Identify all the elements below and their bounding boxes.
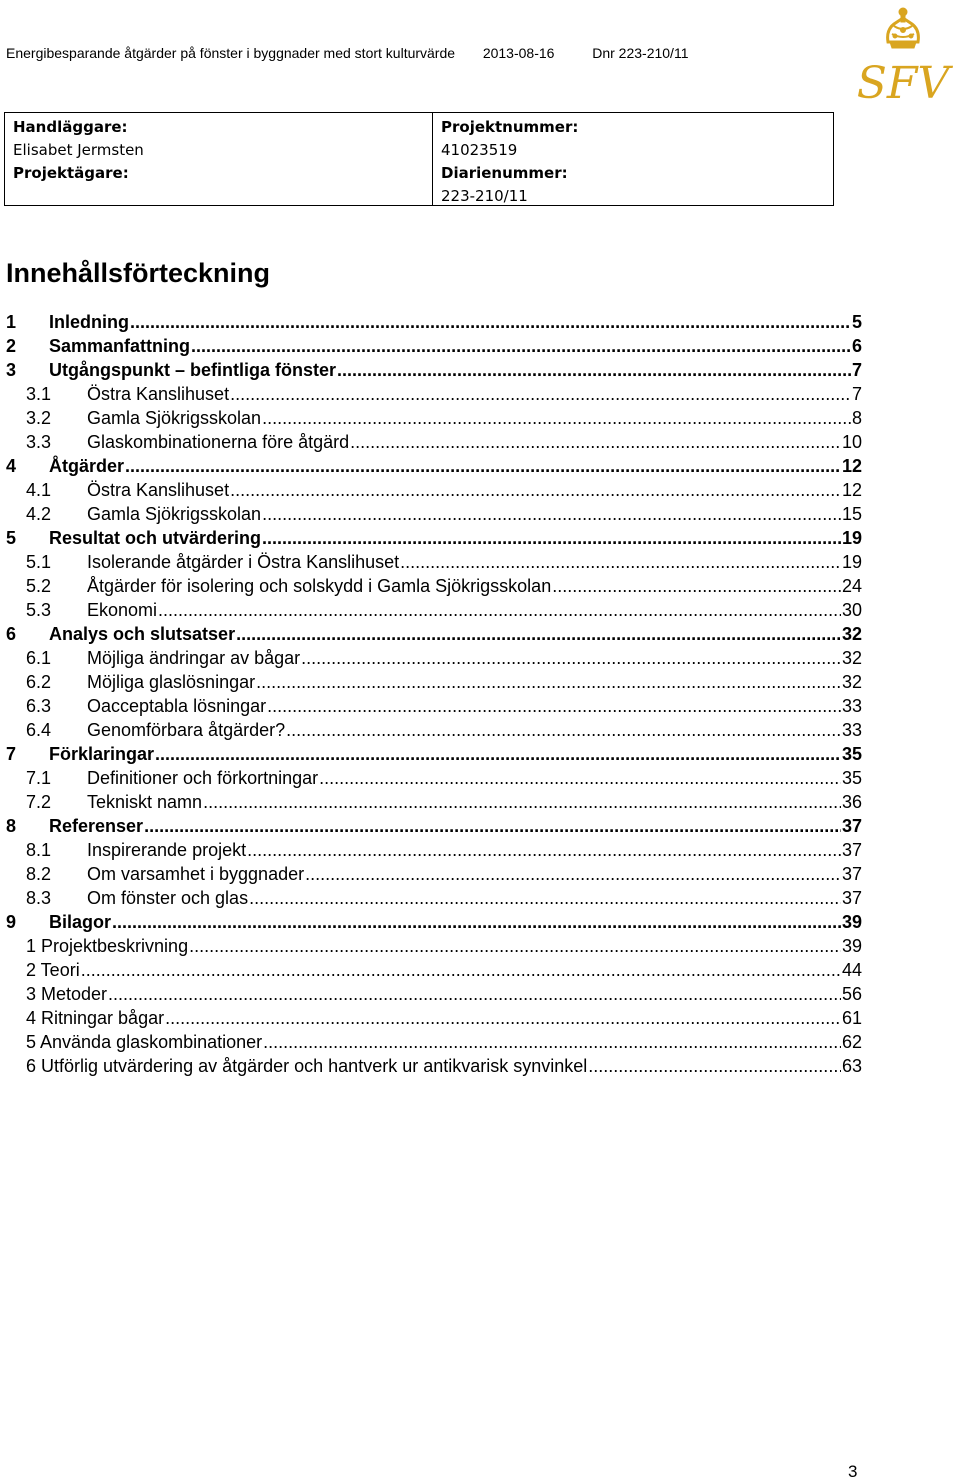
toc-entry-page: 33 (841, 696, 862, 716)
toc-entry-number: 1 (6, 312, 17, 332)
toc-dot-leader (155, 742, 841, 766)
toc-entry-page: 19 (841, 528, 862, 548)
toc-entry-title: Genomförbara åtgärder? (87, 720, 286, 740)
toc-entry-number: 6.1 (26, 648, 52, 668)
toc-entry-number: 8.3 (26, 888, 52, 908)
toc-entry-number: 5.3 (26, 600, 52, 620)
toc-entry-page: 39 (841, 936, 862, 956)
toc-entry-number: 3 (6, 360, 17, 380)
toc-entry[interactable] (0, 550, 862, 574)
toc-entry-page: 37 (841, 864, 862, 884)
toc-dot-leader (552, 574, 841, 598)
toc-entry-title: Östra Kanslihuset (87, 384, 230, 404)
toc-entry-page: 10 (841, 432, 862, 452)
toc-entry-page: 39 (841, 912, 862, 932)
toc-entry-page: 12 (841, 456, 862, 476)
toc-entry-number: 8.2 (26, 864, 52, 884)
toc-heading: Innehållsförteckning (6, 258, 271, 288)
toc-entry-page: 32 (841, 624, 862, 644)
toc-dot-leader (305, 862, 841, 886)
toc-entry[interactable] (0, 406, 862, 430)
toc-entry-title: Definitioner och förkortningar (87, 768, 319, 788)
toc-entry[interactable] (0, 430, 862, 454)
toc-entry-number: 4.2 (26, 504, 52, 524)
toc-entry[interactable] (0, 334, 862, 358)
toc-entry[interactable] (0, 862, 862, 886)
toc-entry-number: 6 (6, 624, 17, 644)
toc-entry-title: 3 Metoder (26, 984, 108, 1004)
toc-entry-page: 62 (841, 1032, 862, 1052)
toc-dot-leader (81, 958, 841, 982)
toc-entry-number: 5 (6, 528, 17, 548)
toc-entry[interactable] (0, 742, 862, 766)
toc-dot-leader (256, 670, 841, 694)
toc-dot-leader (158, 598, 841, 622)
toc-entry-title: Om varsamhet i byggnader (87, 864, 305, 884)
toc-dot-leader (249, 886, 841, 910)
toc-entry-number: 7 (6, 744, 17, 764)
toc-entry-title: Glaskombinationerna före åtgärd (87, 432, 350, 452)
toc-entry-number: 7.2 (26, 792, 52, 812)
toc-entry[interactable] (0, 310, 862, 334)
toc-dot-leader (337, 358, 851, 382)
toc-entry[interactable] (0, 886, 862, 910)
diarienummer-label: Diarienummer: (441, 164, 568, 182)
toc-entry[interactable] (0, 382, 862, 406)
toc-entry-number: 4.1 (26, 480, 52, 500)
toc-entry-number: 5.1 (26, 552, 52, 572)
toc-entry-page: 15 (841, 504, 862, 524)
toc-entry[interactable] (0, 358, 862, 382)
toc-dot-leader (286, 718, 841, 742)
toc-dot-leader (319, 766, 841, 790)
toc-entry-title: 2 Teori (26, 960, 80, 980)
toc-entry-title: 1 Projektbeskrivning (26, 936, 189, 956)
toc-entry-title: Möjliga glaslösningar (87, 672, 256, 692)
toc-entry-page: 24 (841, 576, 862, 596)
toc-entry-number: 8 (6, 816, 17, 836)
toc-dot-leader (350, 430, 841, 454)
toc-entry-number: 6.4 (26, 720, 52, 740)
toc-entry-page: 44 (841, 960, 862, 980)
toc-entry-title: Resultat och utvärdering (49, 528, 262, 548)
toc-entry-title: 6 Utförlig utvärdering av åtgärder och hantverk ur antikvarisk synvinkel (26, 1056, 588, 1076)
toc-entry-page: 33 (841, 720, 862, 740)
diarienummer-value: 223-210/11 (441, 187, 528, 205)
toc-entry-title: Åtgärder för isolering och solskydd i Gamla Sjökrigsskolan (87, 576, 552, 596)
toc-entry-title: Gamla Sjökrigsskolan (87, 504, 262, 524)
toc-entry-page: 35 (841, 768, 862, 788)
toc-entry-number: 3.2 (26, 408, 52, 428)
toc-entry-page: 56 (841, 984, 862, 1004)
toc-entry[interactable] (0, 958, 862, 982)
logo-text: SFV (856, 58, 950, 109)
toc-entry-page: 19 (841, 552, 862, 572)
toc-entry-title: 4 Ritningar bågar (26, 1008, 165, 1028)
toc-entry-page: 6 (851, 336, 862, 356)
toc-entry[interactable] (0, 526, 862, 550)
toc-entry-page: 35 (841, 744, 862, 764)
toc-entry-title: Förklaringar (49, 744, 155, 764)
toc-dot-leader (125, 454, 841, 478)
toc-entry-page: 37 (841, 816, 862, 836)
toc-dot-leader (230, 382, 851, 406)
toc-entry-number: 6.2 (26, 672, 52, 692)
toc-entry[interactable] (0, 790, 862, 814)
toc-entry-number: 7.1 (26, 768, 52, 788)
toc-entry[interactable] (0, 838, 862, 862)
toc-entry-page: 12 (841, 480, 862, 500)
toc-entry-title: Tekniskt namn (87, 792, 203, 812)
toc-entry[interactable] (0, 454, 862, 478)
toc-entry-title: Referenser (49, 816, 144, 836)
toc-dot-leader (236, 622, 841, 646)
toc-dot-leader (230, 478, 841, 502)
toc-entry[interactable] (0, 934, 862, 958)
toc-dot-leader (262, 406, 851, 430)
project-info-box (4, 112, 834, 206)
toc-dot-leader (203, 790, 841, 814)
toc-dot-leader (400, 550, 841, 574)
toc-dot-leader (262, 502, 841, 526)
toc-entry-page: 37 (841, 840, 862, 860)
toc-entry-number: 4 (6, 456, 17, 476)
toc-entry[interactable] (0, 1054, 862, 1078)
toc-entry-number: 9 (6, 912, 17, 932)
toc-entry-title: Ekonomi (87, 600, 158, 620)
toc-entry-title: Analys och slutsatser (49, 624, 236, 644)
toc-entry-page: 36 (841, 792, 862, 812)
toc-entry-title: Sammanfattning (49, 336, 191, 356)
toc-entry-page: 63 (841, 1056, 862, 1076)
toc-entry-number: 5.2 (26, 576, 52, 596)
toc-dot-leader (588, 1054, 841, 1078)
document-header (6, 45, 688, 61)
toc-entry-title: Utgångspunkt – befintliga fönster (49, 360, 337, 380)
toc-entry[interactable] (0, 598, 862, 622)
toc-entry[interactable] (0, 478, 862, 502)
toc-entry-number: 3.3 (26, 432, 52, 452)
toc-entry[interactable] (0, 814, 862, 838)
toc-entry-page: 5 (851, 312, 862, 332)
handlaggare-value: Elisabet Jermsten (13, 141, 144, 159)
toc-entry-number: 2 (6, 336, 17, 356)
toc-dot-leader (247, 838, 841, 862)
toc-entry-page: 37 (841, 888, 862, 908)
toc-entry-title: Om fönster och glas (87, 888, 249, 908)
toc-entry-title: Inledning (49, 312, 129, 332)
toc-dot-leader (191, 334, 851, 358)
document-title: Energibesparande åtgärder på fönster i byggnader med stort kulturvärde (6, 45, 456, 61)
toc-entry-title: Möjliga ändringar av bågar (87, 648, 301, 668)
toc-entry[interactable] (0, 982, 862, 1006)
toc-entry-page: 32 (841, 648, 862, 668)
toc-entry[interactable] (0, 502, 862, 526)
toc-entry[interactable] (0, 694, 862, 718)
document-date: 2013-08-16 (482, 45, 555, 61)
toc-entry-page: 30 (841, 600, 862, 620)
toc-entry-title: Inspirerande projekt (87, 840, 247, 860)
toc-entry-title: Östra Kanslihuset (87, 480, 230, 500)
page-number: 3 (848, 1462, 858, 1481)
toc-entry-page: 7 (851, 384, 862, 404)
toc-entry-title: 5 Använda glaskombinationer (26, 1032, 263, 1052)
toc-dot-leader (165, 1006, 841, 1030)
toc-entry[interactable] (0, 1006, 862, 1030)
toc-entry[interactable] (0, 910, 862, 934)
toc-entry[interactable] (0, 718, 862, 742)
toc-entry[interactable] (0, 646, 862, 670)
toc-dot-leader (130, 310, 851, 334)
toc-dot-leader (267, 694, 841, 718)
toc-entry-title: Bilagor (49, 912, 112, 932)
toc-entry[interactable] (0, 766, 862, 790)
toc-dot-leader (112, 910, 841, 934)
sfv-crown-logo (848, 2, 958, 114)
projektagare-label: Projektägare: (13, 164, 129, 182)
projektnummer-label: Projektnummer: (441, 118, 579, 136)
toc-entry-title: Åtgärder (49, 456, 125, 476)
toc-entry-number: 3.1 (26, 384, 52, 404)
handlaggare-label: Handläggare: (13, 118, 128, 136)
toc-entry-page: 61 (841, 1008, 862, 1028)
toc-entry-title: Isolerande åtgärder i Östra Kanslihuset (87, 552, 400, 572)
toc-dot-leader (262, 526, 841, 550)
toc-entry-number: 8.1 (26, 840, 52, 860)
toc-dot-leader (108, 982, 841, 1006)
toc-entry-title: Oacceptabla lösningar (87, 696, 267, 716)
info-box-divider (432, 113, 433, 205)
toc-entry-page: 8 (851, 408, 862, 428)
toc-entry-title: Gamla Sjökrigsskolan (87, 408, 262, 428)
toc-dot-leader (263, 1030, 841, 1054)
document-dnr: Dnr 223-210/11 (592, 45, 689, 61)
toc-dot-leader (189, 934, 841, 958)
projektnummer-value: 41023519 (441, 141, 518, 159)
toc-entry-page: 32 (841, 672, 862, 692)
toc-entry-number: 6.3 (26, 696, 52, 716)
toc-dot-leader (144, 814, 841, 838)
toc-entry[interactable] (0, 622, 862, 646)
toc-entry[interactable] (0, 574, 862, 598)
toc-entry-page: 7 (851, 360, 862, 380)
toc-dot-leader (301, 646, 841, 670)
toc-entry[interactable] (0, 1030, 862, 1054)
toc-entry[interactable] (0, 670, 862, 694)
